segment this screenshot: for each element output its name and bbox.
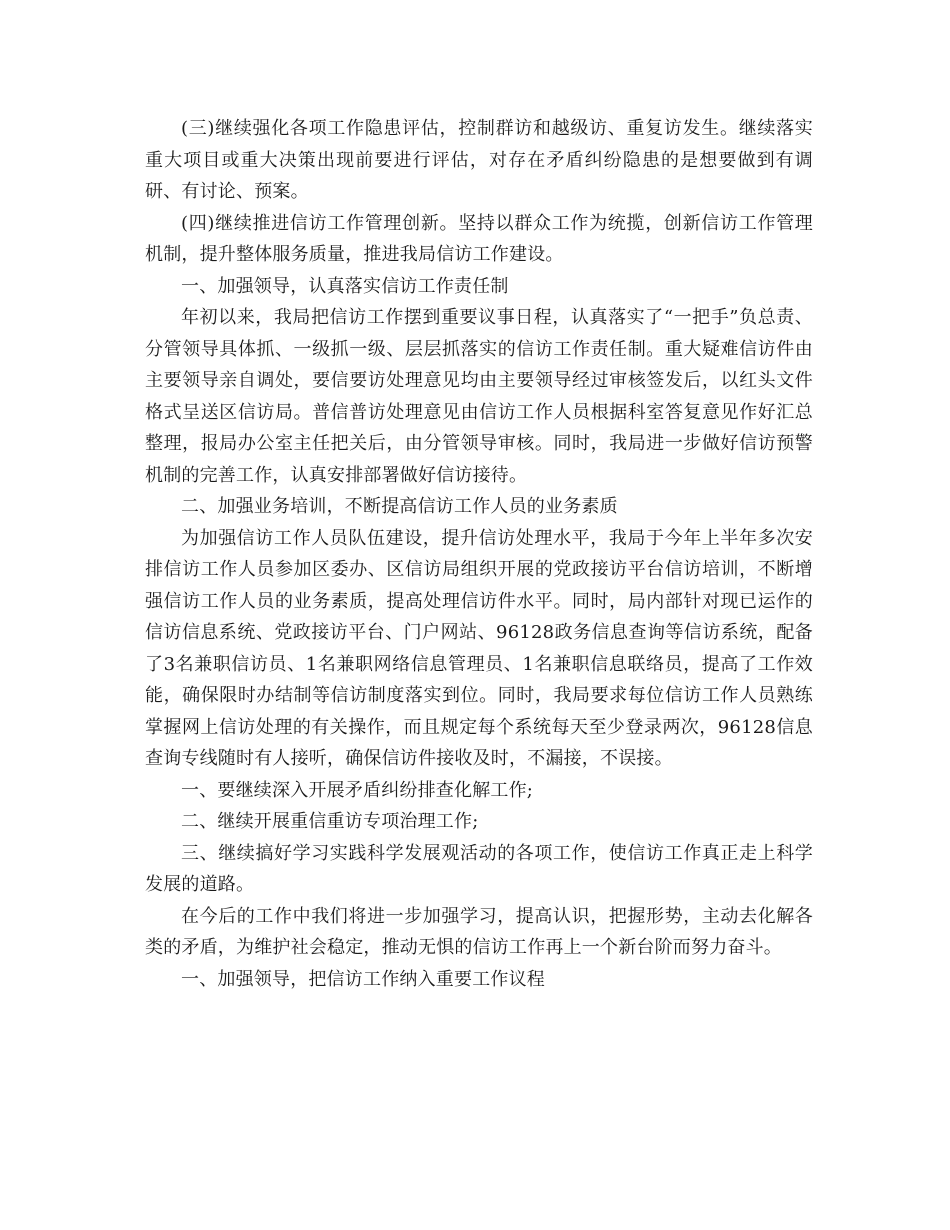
- paragraph-hazard-assessment: (三)继续强化各项工作隐患评估，控制群访和越级访、重复访发生。继续落实重大项目或重大决策出现前要进行评估，对存在矛盾纠纷隐患的是想要做到有调研、有讨论、预案。: [145, 118, 813, 202]
- paragraph-future-work: 在今后的工作中我们将进一步加强学习，提高认识，把握形势，主动去化解各类的矛盾，为维护社会稳定，推动无惧的信访工作再上一个新台阶而努力奋斗。: [145, 905, 813, 958]
- document-body: [145, 113, 813, 995]
- paragraph-management-innovation: (四)继续推进信访工作管理创新。坚持以群众工作为统揽，创新信访工作管理机制，提升整体服务质量，推进我局信访工作建设。: [145, 212, 813, 265]
- heading-leadership-responsibility: 一、加强领导，认真落实信访工作责任制: [181, 275, 509, 297]
- list-item-repeat-petitions: 二、继续开展重信重访专项治理工作;: [181, 811, 479, 832]
- list-item-scientific-development: 三、继续搞好学习实践科学发展观活动的各项工作，使信访工作真正走上科学发展的道路。: [145, 842, 813, 895]
- paragraph-training-details: 为加强信访工作人员队伍建设，提升信访处理水平，我局于今年上半年多次安排信访工作人员参加区委办、区信访局组织开展的党政接访平台信访培训，不断增强信访工作人员的业务素质，提高处理信访件水平。同时，局内部针对现已运作的信访信息系统、党政接访平台、门户网站、96128政务信息查询等信访系统，配备了3名兼职信访员、1名兼职网络信息管理员、1名兼职信息联络员，提高了工作效能，确保限时办结制等信访制度落实到位。同时，我局要求每位信访工作人员熟练掌握网上信访处理的有关操作，而且规定每个系统每天至少登录两次，96128信息查询专线随时有人接听，确保信访件接收及时，不漏接，不误接。: [145, 527, 813, 769]
- heading-strengthen-leadership: 一、加强领导，把信访工作纳入重要工作议程: [181, 968, 545, 990]
- list-item-dispute-resolution: 一、要继续深入开展矛盾纠纷排查化解工作;: [181, 779, 534, 801]
- heading-business-training: 二、加强业务培训，不断提高信访工作人员的业务素质: [181, 496, 618, 517]
- paragraph-responsibility-system: 年初以来，我局把信访工作摆到重要议事日程，认真落实了“一把手”负总责、分管领导具体抓、一级抓一级、层层抓落实的信访工作责任制。重大疑难信访件由主要领导亲自调处，要信要访处理意见均由主要领导经过审核签发后，以红头文件格式呈送区信访局。普信普访处理意见由信访工作人员根据科室答复意见作好汇总整理，报局办公室主任把关后，由分管领导审核。同时，我局进一步做好信访预警机制的完善工作，认真安排部署做好信访接待。: [145, 307, 813, 486]
